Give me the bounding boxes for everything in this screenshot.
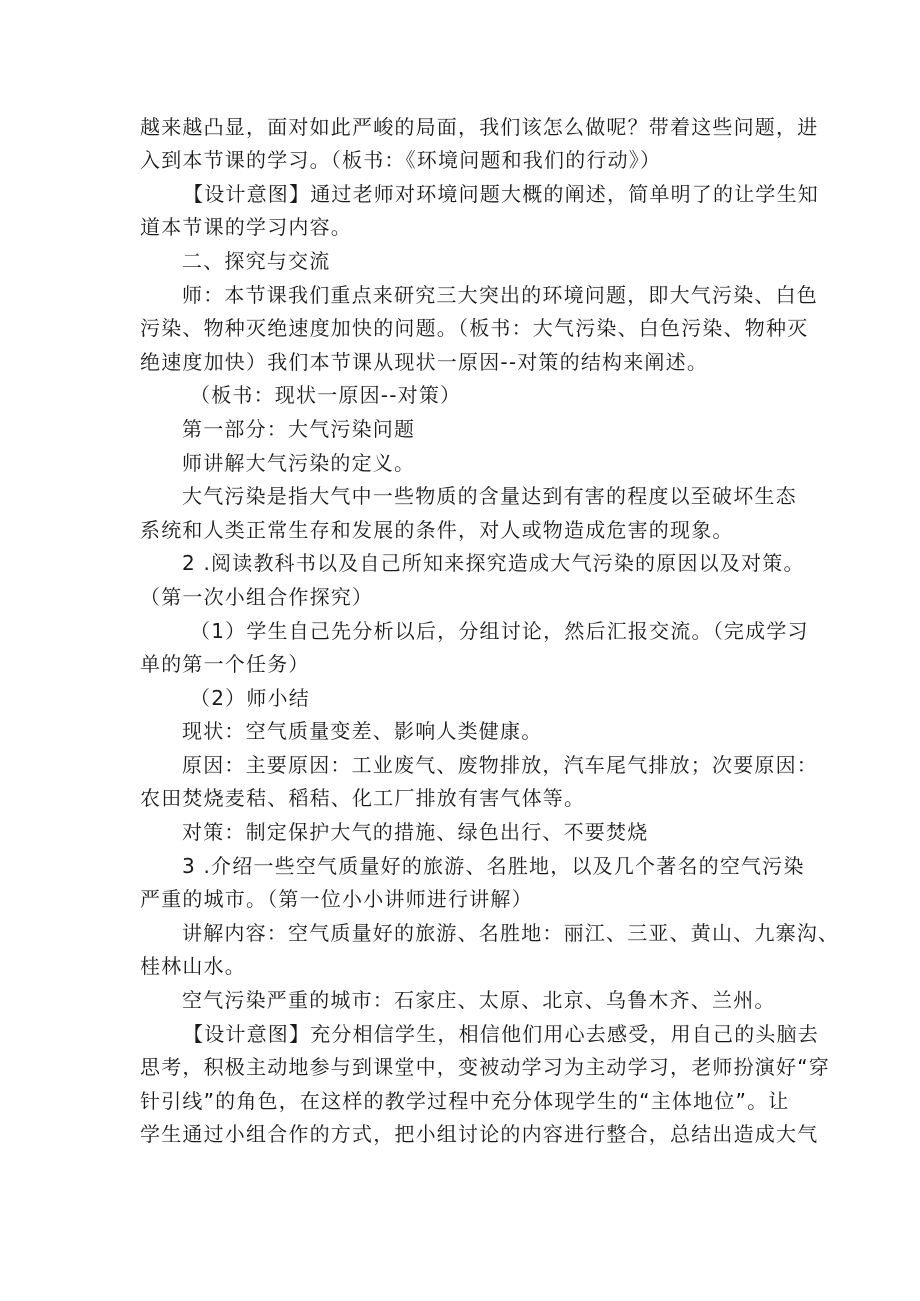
text-line: （1）学生自己先分析以后，分组讨论，然后汇报交流。（完成学习 — [190, 619, 809, 643]
text-line: 污染、物种灭绝速度加快的问题。（板书：大气污染、白色污染、物种灭 — [140, 316, 809, 340]
text-line: 绝速度加快）我们本节课从现状一原因--对策的结构来阐述。 — [140, 350, 709, 374]
text-line: 师讲解大气污染的定义。 — [182, 451, 416, 475]
text-line: 现状：空气质量变差、影响人类健康。 — [182, 719, 543, 743]
text-line: 空气污染严重的城市：石家庄、太原、北京、乌鲁木齐、兰州。 — [182, 988, 776, 1012]
text-line: 越来越凸显，面对如此严峻的局面，我们该怎么做呢？带着这些问题，进 — [140, 115, 819, 139]
text-line: （2）师小结 — [190, 686, 310, 710]
text-line: 师：本节课我们重点来研究三大突出的环境问题，即大气污染、白色 — [182, 283, 818, 307]
text-line: 针引线”的角色，在这样的教学过程中充分体现学生的“主体地位”。让 — [140, 1089, 790, 1113]
text-line: 系统和人类正常生存和发展的条件，对人或物造成危害的现象。 — [140, 518, 734, 542]
text-line: （板书：现状一原因--对策） — [190, 383, 462, 407]
text-line: 大气污染是指大气中一些物质的含量达到有害的程度以至破坏生态 — [182, 484, 797, 508]
subsection-heading: 第一部分：大气污染问题 — [182, 417, 416, 441]
text-line: 学生通过小组合作的方式，把小组讨论的内容进行整合，总结出造成大气 — [140, 1122, 819, 1146]
text-line: （第一次小组合作探究） — [140, 585, 374, 609]
text-line: 【设计意图】充分相信学生，相信他们用心去感受，用自己的头脑去 — [183, 1022, 819, 1046]
text-line: 3 .介绍一些空气质量好的旅游、名胜地，以及几个著名的空气污染 — [182, 854, 805, 878]
text-line: 农田焚烧麦秸、稻秸、化工厂排放有害气体等。 — [140, 786, 586, 810]
text-line: 严重的城市。（第一位小小讲师进行讲解） — [140, 887, 533, 911]
text-line: 对策：制定保护大气的措施、绿色出行、不要焚烧 — [182, 820, 649, 844]
text-line: 原因：主要原因：工业废气、废物排放，汽车尾气排放；次要原因： — [182, 753, 818, 777]
text-line: 思考，积极主动地参与到课堂中，变被动学习为主动学习，老师扮演好“穿 — [140, 1055, 830, 1079]
text-line: 入到本节课的学习。（板书：《环境问题和我们的行动》） — [140, 148, 662, 172]
text-line: 单的第一个任务） — [140, 652, 310, 676]
text-line: 【设计意图】通过老师对环境问题大概的阐述，简单明了的让学生知 — [183, 182, 819, 206]
text-line: 道本节课的学习内容。 — [140, 215, 352, 239]
text-line: 桂林山水。 — [140, 954, 246, 978]
section-heading: 二、探究与交流 — [182, 249, 331, 273]
text-line: 2 .阅读教科书以及自己所知来探究造成大气污染的原因以及对策。 — [182, 551, 805, 575]
text-line: 讲解内容：空气质量好的旅游、名胜地：丽江、三亚、黄山、九寨沟、 — [182, 921, 840, 945]
